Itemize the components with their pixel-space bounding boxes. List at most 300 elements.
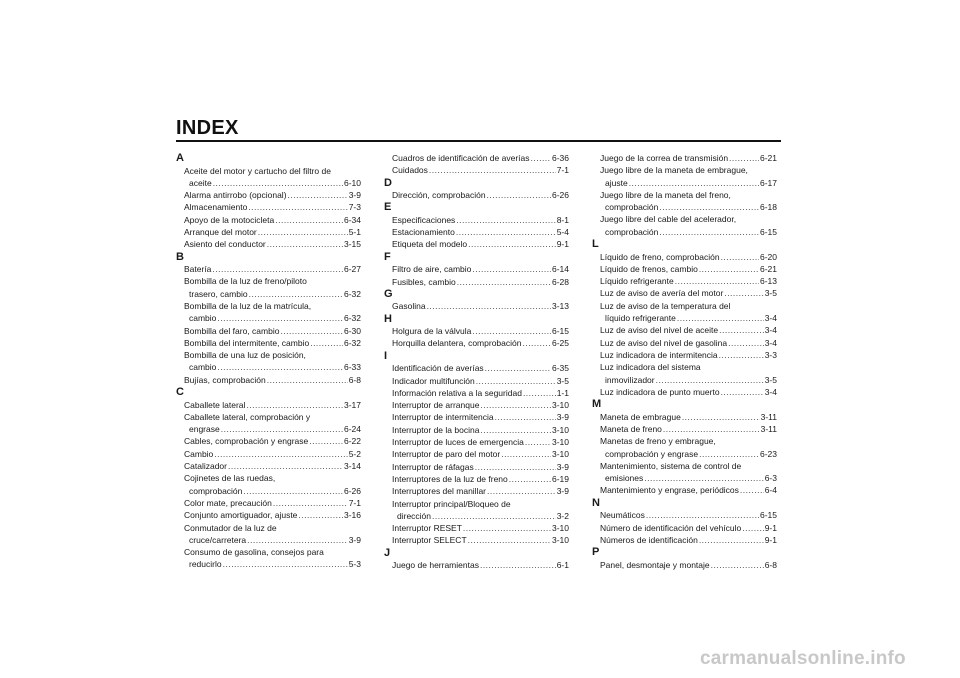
index-entry-term: Horquilla delantera, comprobación: [392, 338, 522, 349]
index-page-number: 3-10: [551, 449, 569, 460]
index-entry: [592, 189, 777, 214]
dot-leader: [480, 399, 551, 411]
index-entry-term: Número de identificación del vehículo: [600, 522, 742, 533]
dot-leader: [280, 325, 343, 337]
dot-leader: [523, 387, 556, 399]
index-page-number: 6-28: [551, 276, 569, 287]
index-page-number: 6-15: [759, 226, 777, 237]
index-entry-text: Manetas de freno y embrague,: [600, 436, 716, 447]
index-page-number: 3-9: [556, 461, 569, 472]
dot-leader: [487, 485, 556, 497]
index-page-number: 6-25: [551, 338, 569, 349]
dot-leader: [719, 324, 764, 336]
index-entry-term: emisiones: [605, 473, 644, 484]
index-entry-term: Filtro de aire, cambio: [392, 264, 472, 275]
index-entry: [384, 226, 569, 238]
dot-leader: [485, 362, 551, 374]
index-entry-term: Catalizador: [184, 461, 227, 472]
index-entry: [384, 485, 569, 497]
index-entry: [176, 337, 361, 349]
index-entry: [176, 238, 361, 250]
index-entry-text: Conmutador de la luz de: [184, 522, 277, 533]
dot-leader: [288, 189, 348, 201]
dot-leader: [472, 325, 551, 337]
dot-leader: [501, 448, 551, 460]
index-entry: [176, 497, 361, 509]
index-entry-text: Mantenimiento, sistema de control de: [600, 460, 742, 471]
index-letter-m: M: [592, 398, 602, 411]
index-entry-term: Estacionamiento: [392, 227, 455, 238]
index-letter-i: I: [384, 349, 388, 362]
index-entry-text: Juego libre del cable del acelerador,: [600, 214, 737, 225]
dot-leader: [721, 251, 759, 263]
index-page-number: 3-9: [348, 534, 361, 545]
index-page-number: 6-24: [343, 424, 361, 435]
index-page-number: 3-17: [343, 399, 361, 410]
dot-leader: [273, 497, 348, 509]
index-page-number: 3-14: [343, 461, 361, 472]
index-entry: [592, 213, 777, 238]
index-page-number: 3-4: [764, 337, 777, 348]
dot-leader: [246, 399, 343, 411]
index-page-number: 3-4: [764, 313, 777, 324]
index-entry-term: Luz indicadora de punto muerto: [600, 386, 720, 397]
watermark: carmanualsonline.info: [700, 648, 906, 669]
dot-leader: [724, 287, 763, 299]
index-page-number: 3-16: [343, 510, 361, 521]
index-page-number: 3-4: [764, 325, 777, 336]
index-page-number: 6-27: [343, 264, 361, 275]
index-entry-term: dirección: [397, 510, 432, 521]
dot-leader: [468, 238, 556, 250]
index-page-number: 6-13: [759, 276, 777, 287]
dot-leader: [480, 559, 556, 571]
index-entry: [384, 436, 569, 448]
index-entry: [384, 189, 569, 201]
index-entry: [176, 411, 361, 436]
dot-leader: [480, 424, 551, 436]
dot-leader: [663, 423, 760, 435]
index-entry: [592, 300, 777, 325]
index-letter-n: N: [592, 496, 600, 509]
dot-leader: [495, 411, 556, 423]
dot-leader: [248, 201, 347, 213]
dot-leader: [267, 374, 348, 386]
index-page-number: 6-17: [759, 177, 777, 188]
index-entry-term: Interruptor de arranque: [392, 400, 480, 411]
index-entry: [176, 460, 361, 472]
index-entry-text: Interruptor principal/Bloqueo de: [392, 498, 511, 509]
index-entry-term: Batería: [184, 264, 212, 275]
index-entry-term: Interruptor de ráfagas: [392, 461, 474, 472]
dot-leader: [729, 152, 759, 164]
index-entry: [384, 461, 569, 473]
index-letter-d: D: [384, 176, 392, 189]
dot-leader: [677, 312, 764, 324]
index-page-number: 3-4: [764, 386, 777, 397]
dot-leader: [699, 263, 759, 275]
dot-leader: [310, 337, 343, 349]
index-entry-text: Bombilla de la luz de freno/piloto: [184, 276, 307, 287]
index-entry: [176, 509, 361, 521]
index-entry-term: comprobación y engrase: [605, 448, 699, 459]
index-entry: [176, 522, 361, 547]
index-page-number: 5-4: [556, 227, 569, 238]
dot-leader: [221, 423, 343, 435]
index-page-number: 3-9: [348, 190, 361, 201]
index-page-number: 8-1: [556, 214, 569, 225]
index-page-number: 6-8: [764, 559, 777, 570]
index-entry: [176, 349, 361, 374]
index-page-number: 6-22: [343, 436, 361, 447]
index-entry-term: Bombilla del intermitente, cambio: [184, 337, 310, 348]
index-entry-term: Líquido refrigerante: [600, 276, 674, 287]
index-entry: [176, 226, 361, 238]
dot-leader: [298, 509, 343, 521]
index-entry: [592, 386, 777, 398]
index-entry-term: Holgura de la válvula: [392, 326, 472, 337]
dot-leader: [476, 375, 556, 387]
index-entry: [592, 361, 777, 386]
dot-leader: [228, 460, 343, 472]
index-entry: [176, 300, 361, 325]
index-entry: [384, 238, 569, 250]
index-page-number: 6-36: [551, 153, 569, 163]
index-entry: [384, 263, 569, 275]
index-page-number: 6-18: [759, 202, 777, 213]
index-page-number: 3-5: [764, 288, 777, 299]
index-page-number: 6-19: [551, 473, 569, 484]
index-entry: [384, 375, 569, 387]
index-entry-term: Interruptores de la luz de freno: [392, 473, 508, 484]
index-entry: [176, 263, 361, 275]
index-entry: [592, 275, 777, 287]
index-entry: [384, 559, 569, 571]
index-entry-term: Luz de aviso de avería del motor: [600, 288, 724, 299]
dot-leader: [427, 300, 551, 312]
index-entry: [592, 251, 777, 263]
index-page-number: 6-35: [551, 363, 569, 374]
index-entry-term: aceite: [189, 177, 212, 188]
index-entry: [176, 546, 361, 571]
index-entry-term: Apoyo de la motocicleta: [184, 214, 275, 225]
index-entry: [176, 325, 361, 337]
index-entry-term: Conjunto amortiguador, ajuste: [184, 510, 298, 521]
index-page-number: 6-32: [343, 288, 361, 299]
index-entry-term: Interruptor de intermitencia: [392, 412, 494, 423]
index-entry-term: Mantenimiento y engrase, periódicos: [600, 485, 739, 496]
index-page-number: 3-11: [760, 411, 777, 422]
index-entry-term: Almacenamiento: [184, 202, 248, 213]
dot-leader: [740, 484, 764, 496]
index-entry-term: trasero, cambio: [189, 288, 248, 299]
index-entry: [384, 498, 569, 523]
index-entry-text: Consumo de gasolina, consejos para: [184, 547, 324, 558]
index-entry: [384, 473, 569, 485]
index-entry: [176, 448, 361, 460]
dot-leader: [522, 337, 551, 349]
index-entry-term: Indicador multifunción: [392, 375, 475, 386]
index-entry-term: Maneta de freno: [600, 423, 662, 434]
index-page-number: 6-15: [759, 510, 777, 521]
index-page-number: 6-32: [343, 313, 361, 324]
dot-leader: [487, 189, 551, 201]
index-entry-term: líquido refrigerante: [605, 313, 676, 324]
index-entry: [384, 522, 569, 534]
index-page-number: 9-1: [764, 534, 777, 545]
index-letter-l: L: [592, 238, 599, 251]
index-entry-term: Arranque del motor: [184, 226, 257, 237]
dot-leader: [644, 472, 763, 484]
index-entry: [176, 189, 361, 201]
dot-leader: [456, 214, 555, 226]
index-entry-term: Maneta de embrague: [600, 411, 681, 422]
index-entry: [592, 534, 777, 546]
index-entry: [592, 509, 777, 521]
dot-leader: [475, 461, 556, 473]
index-page-number: 6-3: [764, 473, 777, 484]
index-entry: [384, 214, 569, 226]
index-entry-term: cruce/carretera: [189, 534, 247, 545]
dot-leader: [525, 436, 551, 448]
index-entry: [384, 164, 569, 176]
dot-leader: [675, 275, 759, 287]
index-entry-term: Líquido de frenos, cambio: [600, 263, 698, 274]
index-entry-term: cambio: [189, 313, 217, 324]
dot-leader: [699, 534, 764, 546]
index-page-number: 3-3: [764, 349, 777, 360]
dot-leader: [429, 164, 556, 176]
index-page-number: 3-10: [551, 437, 569, 448]
index-entry-term: Gasolina: [392, 301, 426, 312]
index-page-number: 6-20: [759, 251, 777, 262]
index-page-number: 6-30: [343, 325, 361, 336]
index-entry-term: Interruptor de paro del motor: [392, 449, 501, 460]
index-page-number: 1-1: [556, 387, 569, 398]
index-entry-term: Juego de la correa de transmisión: [600, 153, 729, 163]
index-entry-term: reducirlo: [189, 559, 222, 570]
index-page-number: 3-10: [551, 400, 569, 411]
index-entry-term: inmovilizador: [605, 374, 655, 385]
index-entry: [592, 423, 777, 435]
dot-leader: [463, 522, 551, 534]
index-page-number: 6-34: [343, 214, 361, 225]
index-entry: [592, 263, 777, 275]
index-entry: [384, 325, 569, 337]
dot-leader: [456, 226, 556, 238]
dot-leader: [682, 411, 760, 423]
index-letter-p: P: [592, 546, 600, 559]
index-page-number: 3-5: [556, 375, 569, 386]
index-page-number: 7-1: [556, 165, 569, 176]
dot-leader: [217, 361, 343, 373]
index-entry-term: Especificaciones: [392, 214, 456, 225]
index-entry: [384, 337, 569, 349]
index-entry-term: Dirección, comprobación: [392, 190, 486, 201]
index-entry-term: Líquido de freno, comprobación: [600, 251, 720, 262]
index-entry-term: Números de identificación: [600, 534, 698, 545]
index-letter-f: F: [384, 250, 391, 263]
index-entry-term: Bombilla del faro, cambio: [184, 325, 280, 336]
index-entry: [592, 411, 777, 423]
index-entry: [384, 411, 569, 423]
index-entry-term: comprobación: [189, 485, 243, 496]
dot-leader: [223, 558, 348, 570]
index-entry-term: Neumáticos: [600, 510, 645, 521]
index-entry-term: ajuste: [605, 177, 628, 188]
dot-leader: [711, 559, 764, 571]
index-column-3: [592, 152, 777, 571]
index-entry-term: Cambio: [184, 448, 214, 459]
index-entry: [592, 164, 777, 189]
dot-leader: [656, 374, 764, 386]
index-column-1: [176, 152, 361, 571]
index-entry: [384, 399, 569, 411]
index-page-number: 6-4: [764, 485, 777, 496]
index-letter-e: E: [384, 201, 392, 214]
index-entry: [176, 201, 361, 213]
dot-leader: [212, 263, 343, 275]
index-page-number: 3-11: [760, 423, 777, 434]
index-entry-term: comprobación: [605, 226, 659, 237]
index-entry-term: Información relativa a la seguridad: [392, 387, 522, 398]
index-entry-term: Asiento del conductor: [184, 239, 266, 250]
index-entry-term: Color mate, precaución: [184, 497, 272, 508]
index-entry-term: cambio: [189, 362, 217, 373]
index-entry-term: Luz indicadora de intermitencia: [600, 349, 718, 360]
index-entry: [176, 214, 361, 226]
index-letter-c: C: [176, 386, 184, 399]
index-entry-term: Cables, comprobación y engrase: [184, 436, 309, 447]
dot-leader: [457, 276, 551, 288]
dot-leader: [249, 288, 343, 300]
index-page-number: 6-26: [551, 190, 569, 201]
dot-leader: [267, 238, 343, 250]
index-page-number: 9-1: [764, 522, 777, 533]
dot-leader: [719, 349, 764, 361]
index-page-number: 6-14: [551, 264, 569, 275]
dot-leader: [275, 214, 343, 226]
index-entry: [384, 424, 569, 436]
index-entry: [384, 387, 569, 399]
index-page-number: 6-21: [759, 153, 777, 163]
dot-leader: [243, 485, 343, 497]
index-entry-term: Luz de aviso del nivel de aceite: [600, 325, 719, 336]
index-entry-term: Etiqueta del modelo: [392, 239, 468, 250]
index-entry: [592, 349, 777, 361]
index-entry-term: Cuidados: [392, 165, 428, 176]
index-entry: [592, 484, 777, 496]
index-entry-term: Alarma antirrobo (opcional): [184, 190, 287, 201]
index-entry: [176, 472, 361, 497]
page-title: INDEX: [176, 117, 239, 139]
index-letter-j: J: [384, 546, 391, 559]
index-entry-term: Interruptor de luces de emergencia: [392, 437, 524, 448]
index-letter-a: A: [176, 152, 184, 164]
dot-leader: [217, 312, 343, 324]
dot-leader: [646, 509, 759, 521]
index-page-number: 3-5: [764, 374, 777, 385]
dot-leader: [659, 201, 759, 213]
index-entry-text: Caballete lateral, comprobación y: [184, 411, 311, 422]
index-letter-h: H: [384, 312, 392, 325]
index-page-number: 7-3: [348, 202, 361, 213]
title-rule: [176, 140, 781, 142]
index-entry: [384, 534, 569, 546]
dot-leader: [699, 448, 759, 460]
index-page-number: 6-15: [551, 326, 569, 337]
dot-leader: [721, 386, 764, 398]
index-page-number: 6-33: [343, 362, 361, 373]
dot-leader: [509, 473, 551, 485]
index-page-number: 6-21: [759, 263, 777, 274]
index-entry-term: Interruptores del manillar: [392, 486, 487, 497]
index-entry: [176, 435, 361, 447]
index-entry-term: Identificación de averías: [392, 363, 484, 374]
index-entry: [592, 435, 777, 460]
index-entry: [176, 165, 361, 190]
index-entry-term: Interruptor RESET: [392, 523, 462, 534]
dot-leader: [659, 226, 759, 238]
index-entry-term: Cuadros de identificación de averías: [392, 153, 530, 163]
index-page-number: 6-26: [343, 485, 361, 496]
dot-leader: [742, 522, 763, 534]
dot-leader: [432, 510, 556, 522]
index-entry: [592, 152, 777, 164]
index-entry-text: Aceite del motor y cartucho del filtro de: [184, 165, 331, 176]
dot-leader: [213, 177, 343, 189]
dot-leader: [728, 337, 764, 349]
index-entry-term: Bujías, comprobación: [184, 374, 266, 385]
index-entry: [592, 337, 777, 349]
index-entry-term: comprobación: [605, 202, 659, 213]
index-page-number: 3-2: [556, 510, 569, 521]
index-entry: [592, 559, 777, 571]
dot-leader: [531, 152, 551, 164]
index-letter-g: G: [384, 287, 393, 300]
index-page-number: 5-3: [348, 559, 361, 570]
index-page-number: 6-8: [348, 374, 361, 385]
dot-leader: [247, 534, 348, 546]
index-entry: [384, 276, 569, 288]
index-entry: [176, 374, 361, 386]
index-entry-term: Luz de aviso del nivel de gasolina: [600, 337, 728, 348]
index-entry: [176, 399, 361, 411]
index-page-number: 6-1: [556, 560, 569, 571]
index-page-number: 3-10: [551, 523, 569, 534]
index-entry: [384, 448, 569, 460]
index-entry: [384, 362, 569, 374]
index-entry-term: Caballete lateral: [184, 399, 246, 410]
index-entry-term: Fusibles, cambio: [392, 276, 456, 287]
index-page-number: 3-10: [551, 535, 569, 546]
dot-leader: [258, 226, 348, 238]
index-page-number: 6-23: [759, 448, 777, 459]
index-entry: [176, 275, 361, 300]
index-entry-text: Luz de aviso de la temperatura del: [600, 300, 731, 311]
index-entry-text: Juego libre de la maneta de embrague,: [600, 165, 748, 176]
dot-leader: [214, 448, 347, 460]
index-page-number: 3-9: [556, 412, 569, 423]
dot-leader: [472, 263, 551, 275]
dot-leader: [468, 534, 551, 546]
index-entry-text: Bombilla de una luz de posición,: [184, 350, 306, 361]
index-entry-term: Interruptor de la bocina: [392, 424, 480, 435]
index-entry-term: Interruptor SELECT: [392, 535, 467, 546]
index-page-number: 9-1: [556, 239, 569, 250]
index-page-number: 3-15: [343, 239, 361, 250]
index-page-number: 6-10: [343, 177, 361, 188]
